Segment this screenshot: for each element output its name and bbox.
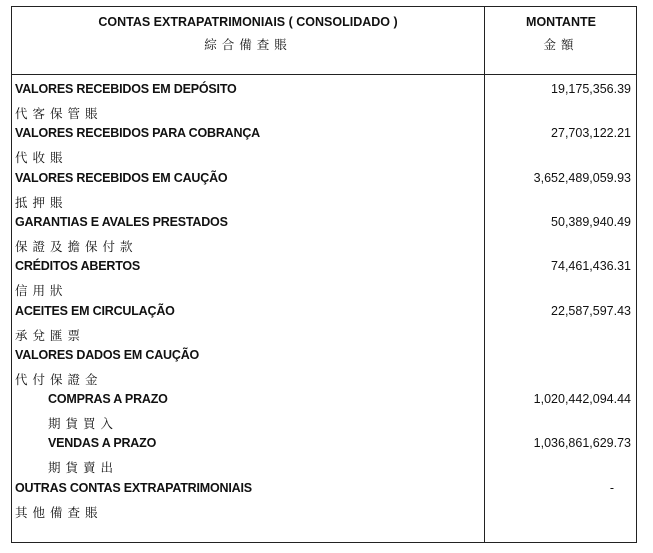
table-row-sub	[12, 390, 638, 412]
table-row	[12, 257, 638, 279]
table-row	[12, 80, 638, 102]
amount-column-header	[484, 15, 638, 53]
table-row	[12, 302, 638, 324]
row-label-zh: 信用狀	[15, 284, 68, 298]
row-label: ACEITES EM CIRCULAÇÃO	[15, 304, 175, 318]
table-row	[12, 346, 638, 368]
amount-header-title: MONTANTE	[526, 15, 596, 29]
table-row	[12, 169, 638, 191]
row-amount: 1,036,861,629.73	[533, 436, 631, 450]
row-label-zh: 代收賬	[15, 151, 68, 165]
row-amount: 3,652,489,059.93	[533, 171, 631, 185]
table-row-zh	[12, 501, 638, 523]
row-label-zh: 代客保管賬	[15, 107, 103, 121]
row-amount: -	[609, 481, 614, 495]
row-label-zh: 其他備查賬	[15, 506, 103, 520]
row-label-zh: 期貨賣出	[48, 461, 119, 475]
row-label: VALORES RECEBIDOS EM DEPÓSITO	[15, 82, 237, 96]
row-label: COMPRAS A PRAZO	[48, 392, 168, 406]
table-row	[12, 213, 638, 235]
table-row-zh	[12, 412, 638, 434]
row-label: OUTRAS CONTAS EXTRAPATRIMONIAIS	[15, 481, 252, 495]
row-label: VALORES DADOS EM CAUÇÃO	[15, 348, 200, 362]
row-amount: 50,389,940.49	[551, 215, 631, 229]
row-label-zh: 期貨買入	[48, 417, 119, 431]
description-column-header	[12, 15, 484, 53]
row-label: CRÉDITOS ABERTOS	[15, 259, 141, 273]
row-label-zh: 承兌匯票	[15, 329, 86, 343]
table-row-zh	[12, 279, 638, 301]
table-row	[12, 124, 638, 146]
header-divider	[12, 74, 636, 75]
table-row-sub	[12, 434, 638, 456]
table-row-zh	[12, 235, 638, 257]
row-label: VENDAS A PRAZO	[48, 436, 157, 450]
table-row-zh	[12, 368, 638, 390]
description-header-title: CONTAS EXTRAPATRIMONIAIS ( CONSOLIDADO )	[98, 15, 398, 29]
table-row-zh	[12, 146, 638, 168]
row-label: GARANTIAS E AVALES PRESTADOS	[15, 215, 228, 229]
row-label-zh: 抵押賬	[15, 196, 68, 210]
row-amount: 74,461,436.31	[551, 259, 631, 273]
row-amount: 19,175,356.39	[551, 82, 631, 96]
table-row-zh	[12, 191, 638, 213]
table-row-zh	[12, 324, 638, 346]
description-header-title-zh: 綜合備查賬	[204, 38, 292, 52]
table-row-zh	[12, 102, 638, 124]
table-row-zh	[12, 456, 638, 478]
row-label: VALORES RECEBIDOS EM CAUÇÃO	[15, 171, 228, 185]
row-amount: 27,703,122.21	[551, 126, 631, 140]
row-amount: 1,020,442,094.44	[533, 392, 631, 406]
off-balance-sheet-table	[11, 6, 637, 543]
amount-header-title-zh: 金額	[543, 38, 579, 52]
row-label: VALORES RECEBIDOS PARA COBRANÇA	[15, 126, 260, 140]
table-row	[12, 479, 638, 501]
row-amount: 22,587,597.43	[551, 304, 631, 318]
row-label-zh: 代付保證金	[15, 373, 103, 387]
row-label-zh: 保證及擔保付款	[15, 240, 138, 254]
